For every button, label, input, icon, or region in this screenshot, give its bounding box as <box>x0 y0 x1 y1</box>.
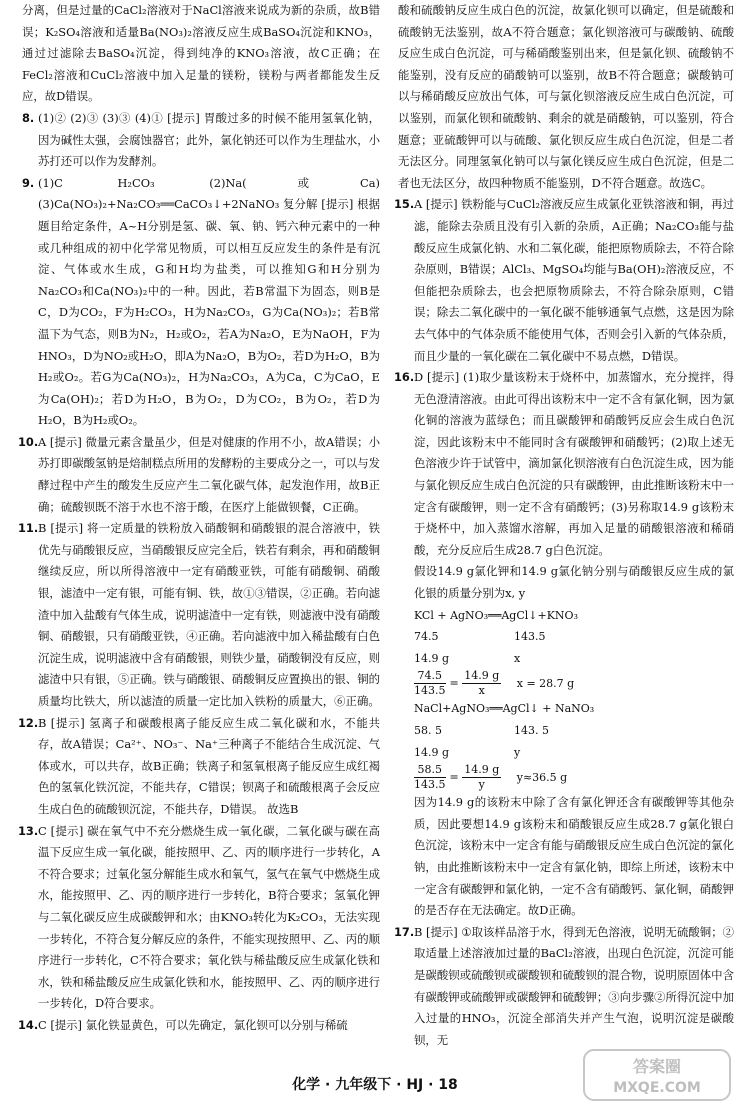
molar-mass: 74.5 <box>414 630 439 644</box>
question-number: 12. <box>18 715 39 730</box>
question-number: 9. <box>22 175 35 190</box>
page-footer: 化学 · 九年级下 · HJ · 18 <box>292 1077 458 1093</box>
paragraph: 酸和硫酸钠反应生成白色的沉淀，故氯化钡可以确定，但是硫酸和硫酸钠无法鉴别，故A不符合题意；氯化钡溶液可与碳酸钠、硫酸反应生成白色沉淀，可与稀硝酸鉴别出来，但是氯化钡、硫酸钠不能鉴别，没有反应的硝酸钠可以鉴别，故B不符合题意；碳酸钠可以与稀硝酸反应放出气体，可与氯化钡溶液反应生成白色沉淀，可以鉴别，而氯化钡和硫酸钠、剩余的就是硝酸钠，可以鉴别，符合题意；亚硫酸钾可以与硫酸、氯化钡反应生成白色沉淀，但是二者无法区分。同理氢氧化钠可以与氯化镁反应生成白色沉淀，但是二者也无法区分，故四种物质不能鉴别，D不符合题意。故选C。 <box>398 3 734 190</box>
question-11 <box>18 518 380 712</box>
fraction: $\frac{74.5}{143.5}$ <box>414 669 446 698</box>
question-number: 11. <box>18 521 39 536</box>
result: x = 28.7 g <box>516 676 575 690</box>
question-16 <box>394 367 734 561</box>
molar-mass: 143.5 <box>514 630 546 644</box>
question-17 <box>394 922 734 1052</box>
question-text: (1)② (2)③ (3)③ (4)① [提示] 胃酸过多的时候不能用氢氧化钠，因为碱性太强，会腐蚀器官；此外，氯化钠还可以作为生理盐水，小苏打还可以作为发酵剂。 <box>38 110 380 169</box>
molar-mass: 143. 5 <box>514 724 549 737</box>
mass-value: 14.9 g <box>414 745 450 759</box>
question-12 <box>18 713 380 821</box>
question-10 <box>18 432 380 518</box>
question-9 <box>22 173 380 432</box>
proportion: $\frac{58.5}{143.5}$ = $\frac{14.9 g}{y}$ y≈36.5 g <box>414 763 568 792</box>
question-text: (1)C H₂CO₃ (2)Na(或Ca) (3)Ca(NO₃)₂+Na₂CO₃══CaCO₃↓+2NaNO₃ 复分解 [提示] 根据题目给定条件，A~H分别是氢、碳、氧、钠、钙六种元素中的一种或几种组成的初中化学常见物质，可以相互反应发生的条件是有沉淀、气体或水生成，G和H均为盐类，可以推知G和H分别为Na₂CO₃和Ca(NO₃)₂中的一种。因此，若B常温下为固态，则B是C，D为CO₂，F为H₂CO₃，H为Na₂CO₃，G为Ca(NO₃)₂；若B常温下为气态，则B为N₂，H₂或O₂，若A为Na₂O，E为NaOH，F为HNO₃，D为NO₂或H₂O，即A为Na₂O，B为O₂，若D为H₂O，B为H₂或O₂。若G为Ca(NO₃)₂，H为Na₂CO₃，A为Ca，C为CaO，E为Ca(OH)₂；若D为H₂O，B为O₂，D为CO₂，B为O₂，若D为H₂O，B为H₂或O₂。 <box>38 175 380 428</box>
question-text: B [提示] ①取该样品溶于水，得到无色溶液，说明无硫酸铜；②取适量上述溶液加过量的BaCl₂溶液，出现白色沉淀，沉淀可能是碳酸钡或硫酸钡或碳酸钡和硫酸钡的混合物，说明原固体中含有碳酸钾或硫酸钾或碳酸钾和硫酸钾；③向步骤②所得沉淀中加入过量的HNO₃，沉淀全部消失并产生气泡，说明沉淀是碳酸钡，无 <box>414 924 734 1047</box>
unknown: x <box>514 651 521 665</box>
equation: KCl + AgNO₃══AgCl↓+KNO₃ <box>414 608 578 622</box>
question-14 <box>18 1015 380 1037</box>
question-number: 8. <box>22 110 35 125</box>
question-text: D [提示] (1)取少量该粉末于烧杯中，加蒸馏水，充分搅拌，得无色澄清溶液。由此可得出该粉末中一定不含有氯化铜，因为氯化铜的溶液为蓝绿色；而且碳酸钾和硝酸钙反应会生成白色沉淀，因此该粉末中不能同时含有碳酸钾和硝酸钙；(2)取上述无色溶液少许于试管中，滴加氯化钡溶液有白色沉淀生成，因为能与氯化钡反应生成白色沉淀的只有碳酸钾，由此推断该粉末中一定含有碳酸钾，则一定不含有硝酸钙；(3)另称取14.9 g该粉末于烧杯中，加入蒸馏水溶解，再加入足量的硝酸银溶液和稀硝酸，充分反应后生成28.7 g白色沉淀。 <box>414 370 734 557</box>
right-column <box>394 0 734 1051</box>
watermark-text: 答案圈 <box>632 1057 682 1076</box>
equation: NaCl+AgNO₃══AgCl↓ + NaNO₃ <box>414 702 595 716</box>
unknown: y <box>514 745 521 759</box>
left-column <box>18 0 380 1037</box>
result: y≈36.5 g <box>516 770 568 784</box>
question-text: A [提示] 铁粉能与CuCl₂溶液反应生成氯化亚铁溶液和铜，再过滤，能除去杂质且没有引入新的杂质，A正确；Na₂CO₃能与盐酸反应生成氯化钠、水和二氧化碳，能把原物质除去，不符合除杂原则，B错误；AlCl₃、MgSO₄均能与Ba(OH)₂溶液反应，不但能把杂质除去，也会把原物质除去，不符合除杂原则，C错误；除去二氧化碳中的一氧化碳不能够通氧气点燃，这是因为除去气体中的气体杂质不能使用气体，否则会引入新的气体杂质，而且少量的一氧化碳在二氧化碳中不易点燃，D错误。 <box>414 197 734 363</box>
question-13 <box>18 821 380 1015</box>
watermark-url: MXQE.COM <box>613 1080 701 1096</box>
question-text: A [提示] 微量元素含量虽少，但是对健康的作用不小，故A错误；小苏打即碳酸氢钠是焙制糕点所用的发酵粉的主要成分之一，可以与发酵过程中产生的酸发生反应产生二氧化碳气体，起发泡作用，故B正确；硫酸钡既不溶于水也不溶于酸，在医疗上能做钡餐，C正确。 <box>38 434 380 514</box>
question-15 <box>394 194 734 367</box>
paragraph: 因为14.9 g的该粉末中除了含有氯化钾还含有碳酸钾等其他杂质，因此要想14.9 g该粉末和硝酸银反应生成28.7 g氯化银白色沉淀，该粉末中一定含有能与硝酸银反应生成白色沉淀的氯化钠，由此推断该粉末中一定含有氯化钠，即综上所述，该粉末中一定含有碳酸钾和氯化钠，一定不含有硝酸钙、氯化铜，硝酸钾的是否存在无法确定。故D正确。 <box>414 795 734 918</box>
calculation-kcl <box>398 605 734 793</box>
molar-mass: 58. 5 <box>414 724 442 737</box>
question-8 <box>22 108 380 173</box>
question-text: B [提示] 氢离子和碳酸根离子能反应生成二氧化碳和水，不能共存，故A错误；Ca²⁺、NO₃⁻、Na⁺三种离子不能结合生成沉淀、气体或水，可以共存，故B正确；铁离子和氢氧根离子能反应生成红褐色的氢氧化铁沉淀，不能共存，C错误；钡离子和硫酸根离子会反应生成白色的硫酸钡沉淀，不能共存，D错误。 故选B <box>38 715 380 816</box>
proportion: $\frac{74.5}{143.5}$ = $\frac{14.9 g}{x}$ x = 28.7 g <box>414 669 575 698</box>
question-number: 14. <box>18 1017 39 1032</box>
question-number: 10. <box>18 434 39 449</box>
paragraph: 假设14.9 g氯化钾和14.9 g氯化钠分别与硝酸银反应生成的氯化银的质量分别为x, y <box>414 564 734 601</box>
watermark-logo <box>582 1048 732 1102</box>
question-number: 17. <box>394 924 415 939</box>
question-number: 16. <box>394 370 415 385</box>
question-number: 13. <box>18 823 39 838</box>
fraction: $\frac{14.9 g}{y}$ <box>464 763 500 792</box>
mass-value: 14.9 g <box>414 651 450 665</box>
question-text: B [提示] 将一定质量的铁粉放入硝酸铜和硝酸银的混合溶液中，铁优先与硝酸银反应，当硝酸银反应完全后，铁若有剩余，再和硝酸铜继续反应，所以所得溶液中一定有硝酸亚铁，可能有硝酸铜、硝酸银，滤渣中一定有银，可能有铜、铁，故①③错误，②正确。若向滤渣中加入盐酸有气体生成，说明滤渣中一定有铁，则滤液中没有硝酸铜、硝酸银，只有硝酸亚铁，④正确。若向滤液中加入稀盐酸有白色沉淀生成，说明滤液中含有硝酸银，则铁少量，硝酸铜没有反应，则滤渣中只有银，⑤正确。铁与硝酸银、硝酸铜反应置换出的银、铜的质量均比铁大，所以滤渣的质量一定比加入铁粉的质量大，⑥正确。 <box>38 521 380 708</box>
question-text: C [提示] 碳在氧气中不充分燃烧生成一氧化碳，二氧化碳与碳在高温下反应生成一氧化碳，能按照甲、乙、丙的顺序进行一步转化，A不符合要求；过氧化氢分解能生成水和氧气，氢气在氧气中燃烧生成水，能按照甲、乙、丙的顺序进行一步转化，B符合要求；氢氧化钾与二氧化碳反应生成碳酸钾和水；由KNO₃转化为K₂CO₃，无法实现一步转化，不符合复分解反应的条件，不能实现按照甲、乙、丙的顺序进行一步转化，C不符合要求；氧化铁与稀盐酸反应生成氯化铁和水，铁和稀盐酸反应生成氯化铁和水，能按照甲、乙、丙的顺序进行一步转化，D符合要求。 <box>38 823 380 1011</box>
fraction: $\frac{14.9 g}{x}$ <box>464 669 500 698</box>
question-number: 15. <box>394 197 415 212</box>
fraction: $\frac{58.5}{143.5}$ <box>414 763 446 792</box>
paragraph: 分离，但是过量的CaCl₂溶液对于NaCl溶液来说成为新的杂质，故B错误；K₂SO₄溶液和适量Ba(NO₃)₂溶液反应生成BaSO₄沉淀和KNO₃，通过过滤除去BaSO₄沉淀，得到纯净的KNO₃溶液，故C正确；在FeCl₂溶液和CuCl₂溶液中加入足量的镁粉，镁粉与两者都能发生反应，故D错误。 <box>22 3 380 104</box>
question-text: C [提示] 氯化铁显黄色，可以先确定，氯化钡可以分别与稀硫 <box>38 1017 348 1032</box>
